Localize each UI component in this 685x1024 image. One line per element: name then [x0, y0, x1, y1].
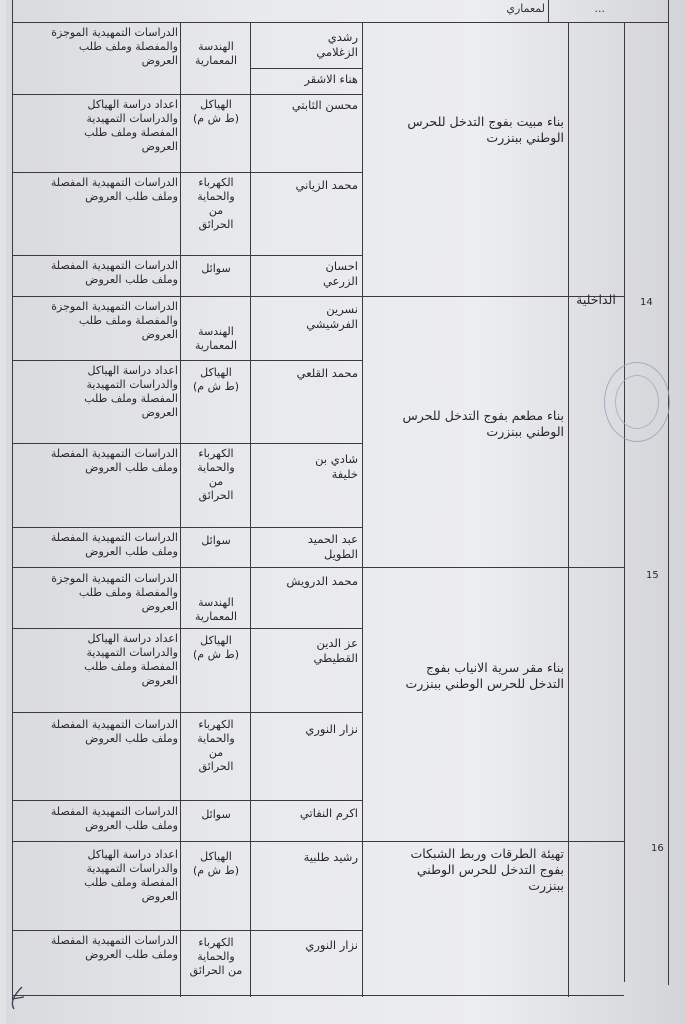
expert-mission: اعداد دراسة الهياكل والدراسات التمهيدية المفصلة وملف طلب العروض	[84, 98, 178, 153]
expert-name: هناء الاشقر	[304, 72, 358, 86]
expert-mission: الدراسات التمهيدية المفصلة وملف طلب العروض	[50, 718, 178, 745]
expert-mission: اعداد دراسة الهياكل والدراسات التمهيدية المفصلة وملف طلب العروض	[84, 632, 178, 687]
expert-mission: الدراسات التمهيدية الموجزة والمفصلة وملف طلب العروض	[51, 572, 178, 613]
project-number: 15	[646, 570, 659, 581]
header-divider	[548, 0, 549, 22]
expert-specialty: سوائل	[201, 262, 231, 275]
expert-mission: الدراسات التمهيدية الموجزة والمفصلة وملف طلب العروض	[51, 26, 178, 67]
row-line	[250, 68, 362, 69]
expert-mission: الدراسات التمهيدية المفصلة وملف طلب العروض	[50, 805, 178, 832]
row-line	[12, 360, 362, 361]
row-line	[12, 712, 362, 713]
expert-specialty: الكهرباء والحماية من الحرائق	[197, 718, 235, 773]
project-title: بناء مقر سرية الانياب بفوج التدخل للحرس الوطني ببنزرت	[405, 660, 564, 691]
table-border-right	[668, 0, 669, 985]
col-divider-name	[250, 22, 251, 997]
project-number: 14	[640, 297, 653, 308]
project-separator	[12, 841, 624, 842]
expert-name: عبد الحميد الطويل	[307, 532, 358, 561]
expert-name: محسن الثابتي	[291, 98, 358, 112]
expert-name: رشدي الزغلامي	[316, 30, 358, 59]
project-separator	[12, 567, 624, 568]
expert-specialty: الهندسة المعمارية	[194, 325, 238, 352]
col-divider-project	[362, 22, 363, 997]
expert-name: نسرين الفرشيشي	[306, 302, 358, 331]
col-divider-number	[624, 22, 625, 982]
expert-specialty: الهياكل (ط ش م)	[193, 98, 239, 125]
expert-mission: اعداد دراسة الهياكل والدراسات التمهيدية المفصلة وملف طلب العروض	[84, 848, 178, 903]
expert-specialty: الهندسة المعمارية	[194, 40, 238, 67]
row-line	[12, 527, 362, 528]
expert-name: محمد الزياني	[295, 178, 358, 192]
row-line	[12, 255, 362, 256]
expert-name: محمد الدرويش	[286, 574, 358, 588]
expert-mission: الدراسات التمهيدية الموجزة والمفصلة وملف طلب العروض	[51, 300, 178, 341]
table-top-border	[12, 22, 668, 23]
signature-mark	[8, 985, 28, 1011]
row-line	[12, 443, 362, 444]
expert-name: رشيد طلبية	[303, 850, 358, 864]
expert-specialty: الهياكل (ط ش م)	[193, 850, 239, 877]
col-divider-specialty	[180, 22, 181, 997]
expert-mission: الدراسات التمهيدية المفصلة وملف طلب العروض	[50, 447, 178, 474]
row-line	[12, 800, 362, 801]
expert-name: محمد القلعي	[296, 366, 358, 380]
expert-mission: الدراسات التمهيدية المفصلة وملف طلب العروض	[50, 259, 178, 286]
expert-specialty: الكهرباء والحماية من الحرائق	[197, 176, 235, 231]
project-title: تهيئة الطرقات وربط الشبكات بفوج التدخل للحرس الوطني ببنزرت	[410, 846, 564, 893]
expert-name: نزار النوري	[305, 938, 358, 952]
table-bottom-border	[12, 995, 624, 996]
expert-specialty: الكهرباء والحماية من الحرائق	[197, 447, 235, 502]
official-stamp	[604, 362, 670, 442]
expert-name: اكرم النفاتي	[299, 806, 358, 820]
col-divider-ministry	[568, 22, 569, 997]
expert-specialty: الهياكل (ط ش م)	[193, 634, 239, 661]
expert-specialty: الكهرباء والحماية من الحرائق	[189, 936, 243, 977]
expert-mission: اعداد دراسة الهياكل والدراسات التمهيدية المفصلة وملف طلب العروض	[84, 364, 178, 419]
expert-mission: الدراسات التمهيدية المفصلة وملف طلب العروض	[50, 934, 178, 961]
project-separator	[12, 296, 624, 297]
expert-name: نزار النوري	[305, 722, 358, 736]
row-line	[12, 94, 362, 95]
expert-specialty: سوائل	[201, 808, 231, 821]
ministry-name: الداخلية	[576, 292, 616, 307]
project-title: بناء مبيت بفوج التدخل للحرس الوطني ببنزرت	[407, 114, 564, 145]
project-title: بناء مطعم بفوج التدخل للحرس الوطني ببنزرت	[402, 408, 564, 439]
table-border-left	[12, 0, 13, 1000]
project-number: 16	[651, 843, 664, 854]
row-line	[12, 930, 362, 931]
expert-specialty: سوائل	[201, 534, 231, 547]
row-line	[12, 628, 362, 629]
expert-specialty: الهياكل (ط ش م)	[193, 366, 239, 393]
row-line	[12, 172, 362, 173]
header-partial-right: لمعماري	[506, 2, 545, 15]
expert-mission: الدراسات التمهيدية المفصلة وملف طلب العروض	[50, 176, 178, 203]
expert-name: احسان الزرعي	[322, 259, 358, 288]
expert-mission: الدراسات التمهيدية المفصلة وملف طلب العروض	[50, 531, 178, 558]
header-partial-left: ...	[594, 2, 605, 15]
expert-name: عز الدين القطيطي	[313, 636, 358, 665]
expert-specialty: الهندسة المعمارية	[194, 596, 238, 623]
expert-name: شادي بن خليفة	[315, 452, 358, 481]
